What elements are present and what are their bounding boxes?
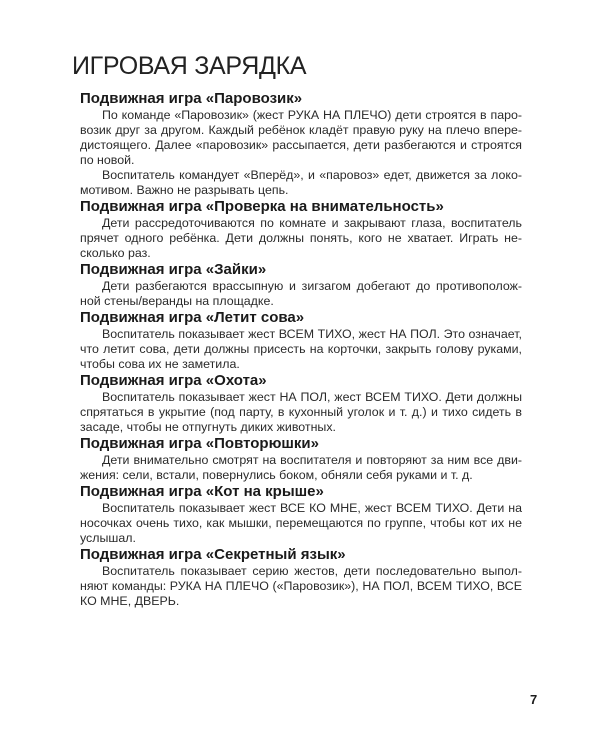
paragraph-line: услышал. [80, 531, 136, 545]
paragraph-line: Воспитатель показывает серию жестов, дети последовательно выпол- [102, 564, 522, 578]
game-section [80, 261, 522, 309]
section-heading: Подвижная игра «Кот на крыше» [80, 483, 324, 500]
page-content [80, 90, 522, 609]
paragraph [80, 216, 522, 261]
page-number: 7 [530, 692, 538, 707]
section-heading: Подвижная игра «Проверка на внимательность» [80, 198, 444, 215]
paragraph-line: Воспитатель показывает жест ВСЕМ ТИХО, жест НА ПОЛ. Это означает, [102, 327, 522, 341]
paragraph-line: прячет одного ребёнка. Дети должны понять, кого не хватает. Играть не- [80, 231, 522, 245]
paragraph-line: КО МНЕ, ДВЕРЬ. [80, 594, 180, 608]
paragraph-line: сколько раз. [80, 246, 151, 260]
paragraph-line: Воспитатель показывает жест НА ПОЛ, жест ВСЕМ ТИХО. Дети должны [102, 390, 522, 404]
paragraph-line: няют команды: РУКА НА ПЛЕЧО («Паровозик»), НА ПОЛ, ВСЕМ ТИХО, ВСЕ [80, 579, 522, 593]
game-section [80, 90, 522, 198]
paragraph [80, 327, 522, 372]
paragraph-line: по новой. [80, 153, 135, 167]
section-heading: Подвижная игра «Секретный язык» [80, 546, 346, 563]
game-section [80, 309, 522, 372]
page-title: ИГРОВАЯ ЗАРЯДКА [72, 52, 307, 80]
game-section [80, 435, 522, 483]
section-heading: Подвижная игра «Летит сова» [80, 309, 305, 326]
paragraph-line: Воспитатель показывает жест ВСЕ КО МНЕ, жест ВСЕМ ТИХО. Дети на [102, 501, 522, 515]
paragraph-line: засаде, чтобы не отпугнуть диких животных. [80, 420, 336, 434]
paragraph [80, 453, 522, 483]
game-section [80, 483, 522, 546]
section-heading: Подвижная игра «Паровозик» [80, 90, 303, 107]
section-heading: Подвижная игра «Повторюшки» [80, 435, 319, 452]
game-section [80, 372, 522, 435]
paragraph-line: что летит сова, дети должны присесть на корточки, закрыть голову руками, [80, 342, 522, 356]
paragraph-line: мотивом. Важно не разрывать цепь. [80, 183, 289, 197]
paragraph-line: Дети разбегаются врассыпную и зигзагом добегают до противополож- [102, 279, 522, 293]
paragraph [80, 168, 522, 198]
game-section [80, 546, 522, 609]
paragraph [80, 108, 522, 168]
paragraph-line: По команде «Паровозик» (жест РУКА НА ПЛЕЧО) дети строятся в паро- [102, 108, 522, 122]
paragraph-line: ной стены/веранды на площадке. [80, 294, 274, 308]
paragraph [80, 279, 522, 309]
paragraph-line: спрятаться в укрытие (под парту, в кухонный уголок и т. д.) и тихо сидеть в [80, 405, 522, 419]
paragraph-line: Воспитатель командует «Вперёд», и «паровоз» едет, движется за локо- [102, 168, 522, 182]
paragraph-line: Дети рассредоточиваются по комнате и закрывают глаза, воспитатель [102, 216, 522, 230]
paragraph-line: чтобы сова их не заметила. [80, 357, 240, 371]
paragraph [80, 501, 522, 546]
section-heading: Подвижная игра «Охота» [80, 372, 267, 389]
paragraph [80, 390, 522, 435]
paragraph-line: Дети внимательно смотрят на воспитателя и повторяют за ним все дви- [102, 453, 522, 467]
paragraph-line: возик друг за другом. Каждый ребёнок кладёт правую руку на плечо впере- [80, 123, 522, 137]
section-heading: Подвижная игра «Зайки» [80, 261, 267, 278]
game-section [80, 198, 522, 261]
paragraph-line: дистоящего. Далее «паровозик» рассыпается, дети разбегаются и строятся [80, 138, 522, 152]
paragraph [80, 564, 522, 609]
paragraph-line: жения: сели, встали, повернулись боком, обняли себя руками и т. д. [80, 468, 473, 482]
paragraph-line: носочках очень тихо, как мышки, перемещаются по группе, чтобы кот их не [80, 516, 522, 530]
